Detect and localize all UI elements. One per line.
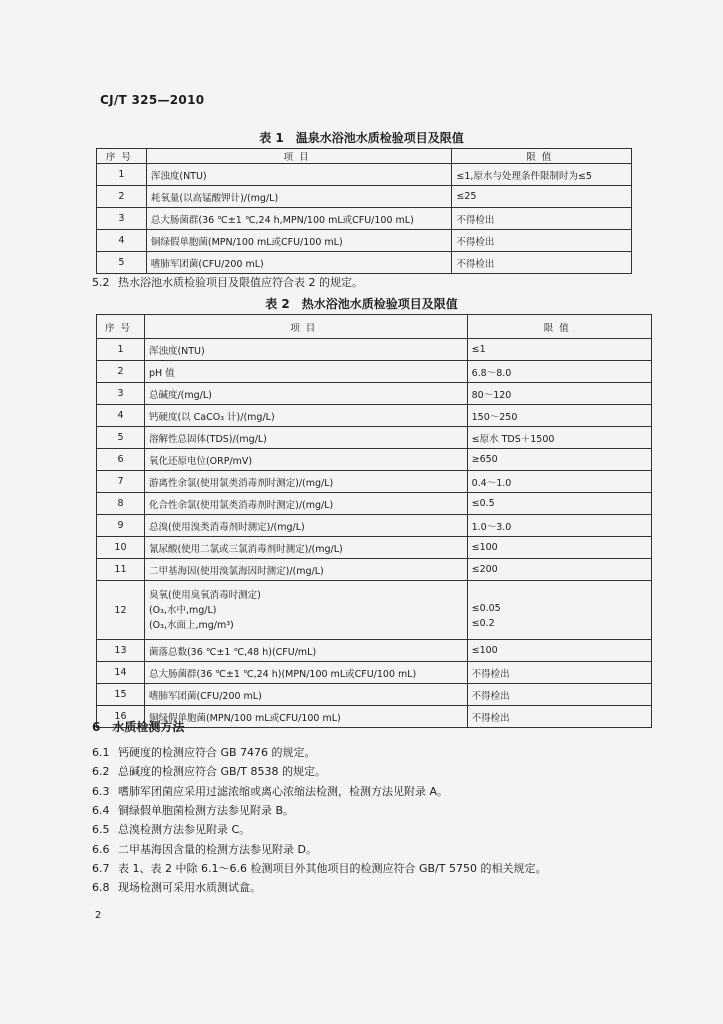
cell-line: ≤0.05 [471,603,501,614]
cell-item: pH 值 [144,361,467,383]
clause-text: 铜绿假单胞菌检测方法参见附录 B。 [118,803,295,817]
header-index: 序号 [97,149,147,164]
clause [92,783,448,799]
table-row [97,383,652,405]
cell-index: 3 [97,208,147,230]
table-row [97,662,652,684]
header-limit: 限值 [452,149,632,164]
cell-limit: ≤1 [467,339,651,361]
table-row [97,515,652,537]
clause [92,744,316,760]
cell-item: 游离性余氯(使用氯类消毒剂时测定)/(mg/L) [144,471,467,493]
clause-text: 总溴检测方法参见附录 C。 [118,823,251,837]
cell-line: (O₃,水中,mg/L) [148,604,217,616]
section6-title: 6 水质检测方法 [92,720,185,734]
cell-index: 4 [97,405,145,427]
table-row [97,449,652,471]
header-limit: 限值 [467,315,651,339]
clause-number: 6.3 [92,784,110,798]
standard-code: CJ/T 325—2010 [100,93,205,107]
cell-item: 铜绿假单胞菌(MPN/100 mL或CFU/100 mL) [146,230,452,252]
table-row [97,164,632,186]
cell-index: 2 [97,361,145,383]
cell-index: 10 [97,537,145,559]
clause-text: 表 1、表 2 中除 6.1～6.6 检测项目外其他项目的检测应符合 GB/T 5750 的相关规定。 [118,861,547,875]
cell-item: 浑浊度(NTU) [146,164,452,186]
table-row [97,361,652,383]
cell-line: 臭氧(使用臭氧消毒时测定) [148,589,261,601]
cell-item: 耗氧量(以高锰酸钾计)/(mg/L) [146,186,452,208]
clause-text: 嗜肺军团菌应采用过滤浓缩或离心浓缩法检测，检测方法见附录 A。 [118,784,449,798]
cell-item: 钙硬度(以 CaCO₃ 计)/(mg/L) [144,405,467,427]
clause-number: 6.6 [92,842,110,856]
cell-index: 11 [97,559,145,581]
cell-item: 铜绿假单胞菌(MPN/100 mL或CFU/100 mL) [144,706,467,728]
cell-index: 12 [97,581,145,640]
cell-item: 氧化还原电位(ORP/mV) [144,449,467,471]
cell-line: ≤0.2 [471,618,495,629]
cell-item: 浑浊度(NTU) [144,339,467,361]
cell-index: 1 [97,164,147,186]
table-row [97,208,632,230]
table1-title: 表 1 温泉水浴池水质检验项目及限值 [259,131,464,145]
cell-index: 5 [97,252,147,274]
cell-limit: 0.4～1.0 [467,471,651,493]
page-number: 2 [95,910,102,921]
table-row [97,339,652,361]
cell-limit: 80～120 [467,383,651,405]
table-row [97,471,652,493]
cell-item: 嗜肺军团菌(CFU/200 mL) [146,252,452,274]
cell-item: 溶解性总固体(TDS)/(mg/L) [144,427,467,449]
clause-number: 6.7 [92,861,110,875]
cell-limit: ≤100 [467,537,651,559]
cell-index: 5 [97,427,145,449]
cell-limit: ≤200 [467,559,651,581]
cell-limit: ≤25 [452,186,632,208]
clause-number: 6.2 [92,765,110,779]
cell-item: 二甲基海因(使用溴氯海因时测定)/(mg/L) [144,559,467,581]
table1 [96,148,632,274]
cell-item: 菌落总数(36 ℃±1 ℃,48 h)(CFU/mL) [144,640,467,662]
cell-item: 总溴(使用溴类消毒剂时测定)/(mg/L) [144,515,467,537]
clause-number: 6.4 [92,803,110,817]
clause [92,763,326,779]
cell-index: 9 [97,515,145,537]
table-row [97,559,652,581]
table-row [97,640,652,662]
table-row [97,537,652,559]
clause-text: 热水浴池水质检验项目及限值应符合表 2 的规定。 [118,276,363,289]
clause-number: 6.5 [92,823,110,837]
clause-5-2 [92,274,363,290]
table2-header-row [97,315,652,339]
cell-limit: ≤1,原水与处理条件限制时为≤5 [452,164,632,186]
clause [92,879,261,895]
clause-text: 现场检测可采用水质测试盒。 [118,881,261,895]
clause [92,821,250,837]
cell-limit: 不得检出 [452,208,632,230]
cell-item: 总大肠菌群(36 ℃±1 ℃,24 h)(MPN/100 mL或CFU/100 mL) [144,662,467,684]
header-item: 项目 [146,149,452,164]
clause-number: 6.1 [92,746,110,759]
clause-text: 钙硬度的检测应符合 GB 7476 的规定。 [118,746,316,759]
clause-number: 6.8 [92,881,110,895]
table-row [97,684,652,706]
cell-index: 6 [97,449,145,471]
cell-index: 16 [97,706,145,728]
cell-limit: ≤原水 TDS＋1500 [467,427,651,449]
cell-limit: 不得检出 [467,684,651,706]
clause-text: 二甲基海因含量的检测方法参见附录 D。 [118,842,317,856]
cell-index: 7 [97,471,145,493]
table-row [97,427,652,449]
cell-index: 2 [97,186,147,208]
table1-header-row [97,149,632,164]
clause [92,802,294,818]
table-row [97,405,652,427]
clause-text: 总碱度的检测应符合 GB/T 8538 的规定。 [118,765,326,779]
cell-limit: 不得检出 [467,706,651,728]
cell-index: 8 [97,493,145,515]
cell-line: (O₃,水面上,mg/m³) [148,619,234,631]
cell-item: 氰尿酸(使用二氯或三氯消毒剂时测定)/(mg/L) [144,537,467,559]
cell-index: 3 [97,383,145,405]
table2-title: 表 2 热水浴池水质检验项目及限值 [265,297,458,311]
table2 [96,314,652,728]
cell-limit: ≤0.5 [467,493,651,515]
table-row [97,252,632,274]
cell-index: 1 [97,339,145,361]
cell-index: 13 [97,640,145,662]
table-row [97,230,632,252]
cell-item [144,581,467,640]
cell-item: 总大肠菌群(36 ℃±1 ℃,24 h,MPN/100 mL或CFU/100 mL) [146,208,452,230]
cell-limit: ≤100 [467,640,651,662]
cell-limit: 150～250 [467,405,651,427]
cell-index: 15 [97,684,145,706]
cell-limit: 6.8～8.0 [467,361,651,383]
cell-limit: ≥650 [467,449,651,471]
header-index: 序号 [97,315,145,339]
header-item: 项目 [144,315,467,339]
cell-item: 化合性余氯(使用氯类消毒剂时测定)/(mg/L) [144,493,467,515]
clause [92,860,546,876]
cell-index: 4 [97,230,147,252]
table-row [97,493,652,515]
cell-index: 14 [97,662,145,684]
clause-number: 5.2 [92,276,110,289]
cell-limit: 不得检出 [452,252,632,274]
cell-limit: 不得检出 [452,230,632,252]
table-row [97,186,632,208]
cell-item: 总碱度/(mg/L) [144,383,467,405]
cell-limit: 不得检出 [467,662,651,684]
cell-item: 嗜肺军团菌(CFU/200 mL) [144,684,467,706]
cell-limit: 1.0～3.0 [467,515,651,537]
cell-limit [467,581,651,640]
table-row [97,581,652,640]
clause [92,841,317,857]
